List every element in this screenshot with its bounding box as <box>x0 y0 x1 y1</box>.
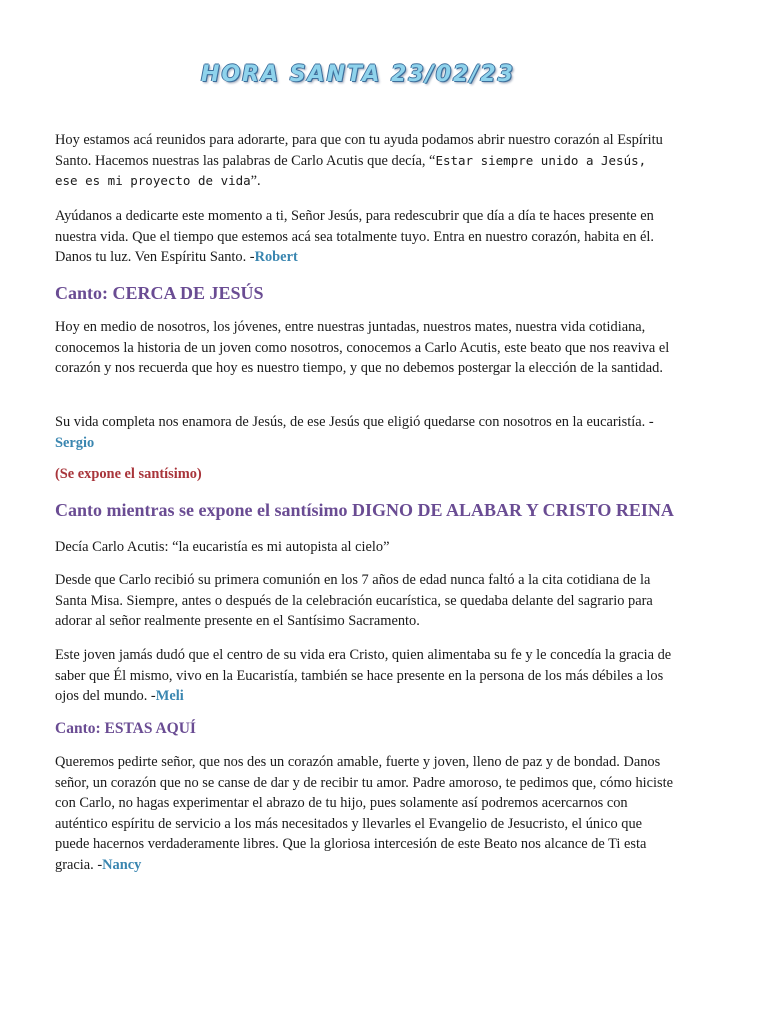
signature-sergio: Sergio <box>55 434 95 451</box>
paragraph-text: Desde que Carlo recibió su primera comunión en los 7 años de edad nunca faltó a la cita cotidiana de la Santa Misa. Siempre, antes o después de la celebración eucarística, se quedaba delante del sagrario para adorar al señor realmente presente en el Santísimo Sacramento. <box>55 572 653 629</box>
signature-robert: Robert <box>254 249 298 265</box>
page-title: HORA SANTA 23/02/23 <box>201 62 515 87</box>
paragraph-prayer-robert <box>55 206 675 268</box>
paragraph-youth <box>55 317 675 379</box>
paragraph-text: Queremos pedirte señor, que nos des un corazón amable, fuerte y joven, lleno de paz y de bondad. Danos señor, un corazón que no se canse de dar y de recibir tu amor. Padre amoroso, te pedimos que, cómo hiciste con Carlo, no hagas experimentar el abrazo de tu hijo, pues solamente así podremos acercarnos con auténtico espíritu de servicio a los más necesitados y llevarles el Evangelio de Jesucristo, el único que puede hacernos verdaderamente libres. Que la gloriosa intercesión de este Beato nos alcance de Ti esta gracia. - <box>55 754 674 873</box>
paragraph-prayer-sergio <box>55 412 675 453</box>
heading-canto-cerca: Canto: CERCA DE JESÚS <box>55 283 264 303</box>
paragraph-text: Decía Carlo Acutis: “la eucaristía es mi autopista al cielo” <box>55 539 390 555</box>
heading-canto-estas: Canto: ESTAS AQUÍ <box>55 720 196 737</box>
paragraph-communion <box>55 570 675 632</box>
paragraph-text: Este joven jamás dudó que el centro de su vida era Cristo, quien alimentaba su fe y le concedía la gracia de saber que Él mismo, vivo en la Eucaristía, también se hace presente en la persona de los más débiles a los ojos del mundo. - <box>55 647 672 704</box>
paragraph-text: Su vida completa nos enamora de Jesús, de ese Jesús que eligió quedarse con nosotros en la eucaristía. - <box>55 414 654 430</box>
paragraph-intro <box>55 130 675 192</box>
heading-canto-digno: Canto mientras se expone el santísimo DIGNO DE ALABAR Y CRISTO REINA <box>55 500 674 520</box>
paragraph-text: Hoy estamos acá reunidos para adorarte, para que con tu ayuda podamos abrir nuestro corazón al Espíritu Santo. Hacemos nuestras las palabras de Carlo Acutis que decía, “ <box>55 132 663 169</box>
paragraph-prayer-meli <box>55 645 675 707</box>
rubric-note: (Se expone el santísimo) <box>55 466 202 482</box>
signature-nancy: Nancy <box>102 856 142 873</box>
paragraph-text-end: ”. <box>250 173 261 189</box>
paragraph-quote-carlo <box>55 537 675 558</box>
paragraph-prayer-nancy <box>55 752 675 875</box>
signature-meli: Meli <box>155 688 184 704</box>
paragraph-text: Hoy en medio de nosotros, los jóvenes, entre nuestras juntadas, nuestros mates, nuestra vida cotidiana, conocemos la historia de un joven como nosotros, conocemos a Carlo Acutis, este beato que nos reaviva el corazón y nos recuerda que hoy es nuestro tiempo, y que no debemos postergar la elección de la santidad. <box>55 319 670 376</box>
paragraph-text: Ayúdanos a dedicarte este momento a ti, Señor Jesús, para redescubrir que día a día te haces presente en nuestra vida. Que el tiempo que estemos acá sea totalmente tuyo. Entra en nuestro corazón, habita en él. Danos tu luz. Ven Espíritu Santo. - <box>55 208 654 265</box>
quote-text: Estar siempre unido a Jesús, ese es mi proyecto de vida <box>55 152 647 188</box>
